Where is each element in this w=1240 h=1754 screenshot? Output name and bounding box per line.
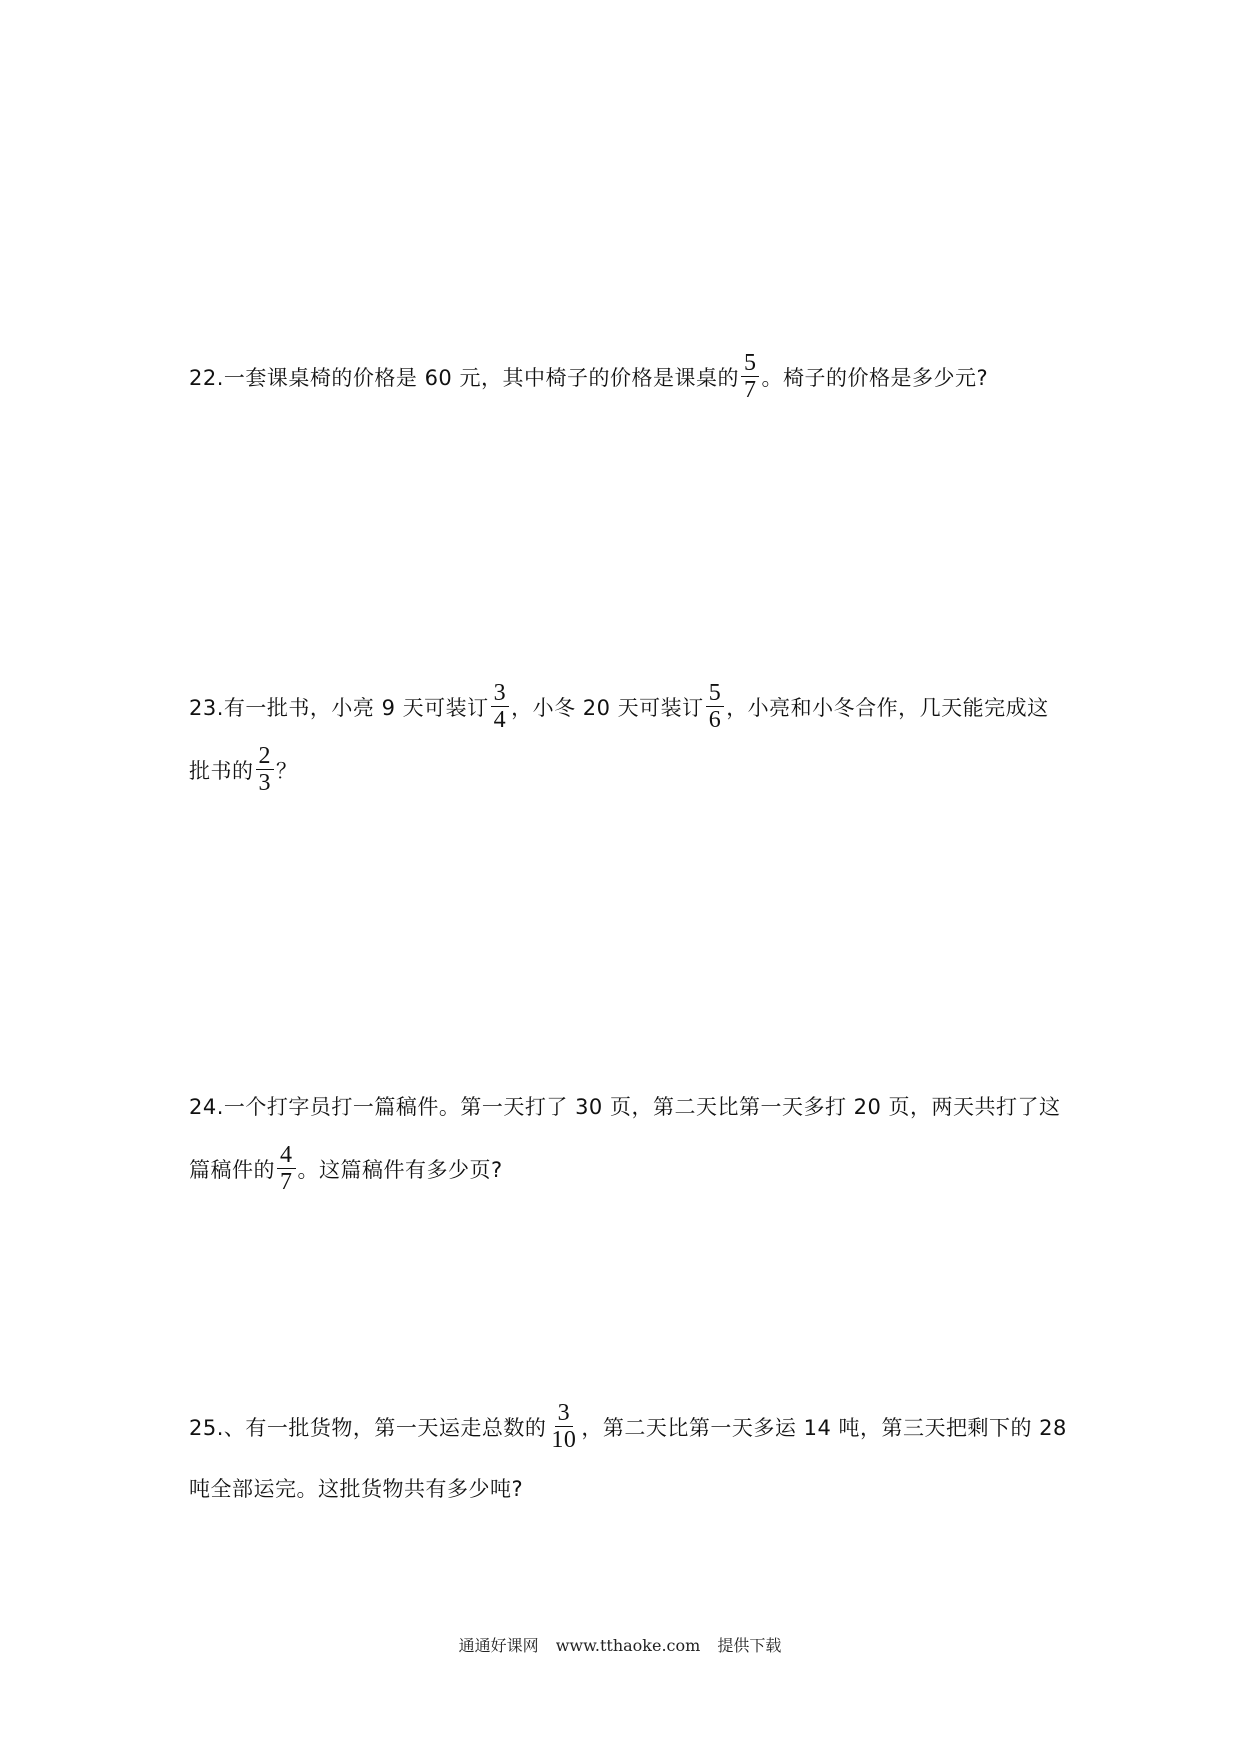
footer-url[interactable]: www.tthaoke.com [555,1636,701,1655]
fraction-2-3 [256,743,275,796]
problem-23-text-1: 23.有一批书，小亮 9 天可装订 [189,695,489,720]
problem-23-line-2 [189,743,1069,796]
fraction-numerator: 5 [741,350,760,377]
problem-22 [189,350,1069,403]
problem-22-text-2: 。椅子的价格是多少元? [761,365,989,390]
fraction-denominator: 7 [280,1169,293,1195]
problem-23-text-5: ？ [276,758,298,783]
problem-25-text-1: 25.、有一批货物，第一天运走总数的 [189,1415,547,1440]
problem-24-text-1: 24.一个打字员打一篇稿件。第一天打了 30 页，第二天比第一天多打 20 页，两天共打了这 [189,1095,1061,1119]
fraction-denominator: 7 [743,377,757,403]
problem-25-line-2 [189,1473,1069,1503]
fraction-numerator: 3 [555,1400,574,1427]
problem-22-line-1 [189,350,1069,403]
fraction-numerator: 3 [491,680,510,707]
page-footer [0,1633,1240,1656]
problem-23-line-1 [189,680,1069,733]
footer-tagline: 提供下载 [717,1636,782,1655]
fraction-3-10 [548,1400,579,1453]
fraction-5-6 [706,680,725,733]
problem-24-line-2 [189,1142,1069,1195]
problem-24 [189,1080,1069,1195]
problem-24-text-2: 篇稿件的 [189,1157,275,1182]
problem-25-text-3: 吨全部运完。这批货物共有多少吨? [189,1477,524,1501]
fraction-4-7 [277,1142,296,1195]
fraction-denominator: 10 [551,1427,577,1453]
problem-25 [189,1400,1069,1503]
problem-24-line-1 [189,1080,1069,1132]
problem-23-text-3: ，小亮和小冬合作，几天能完成这 [726,695,1049,720]
fraction-denominator: 3 [258,770,271,796]
problem-25-line-1 [189,1400,1069,1453]
fraction-numerator: 2 [256,743,275,770]
problem-23-text-4: 批书的 [189,758,254,783]
fraction-numerator: 4 [277,1142,296,1169]
problem-25-text-2: ，第二天比第一天多运 14 吨，第三天把剩下的 28 [581,1415,1067,1440]
problem-22-text-1: 22.一套课桌椅的价格是 60 元，其中椅子的价格是课桌的 [189,365,739,390]
fraction-denominator: 6 [708,707,722,733]
problem-23 [189,680,1069,796]
footer-site-name: 通通好课网 [458,1636,539,1655]
fraction-numerator: 5 [706,680,725,707]
problem-24-text-3: 。这篇稿件有多少页? [297,1157,503,1182]
fraction-denominator: 4 [493,707,507,733]
fraction-3-4 [491,680,510,733]
fraction-5-7 [741,350,760,403]
problem-23-text-2: ，小冬 20 天可装订 [511,695,704,720]
